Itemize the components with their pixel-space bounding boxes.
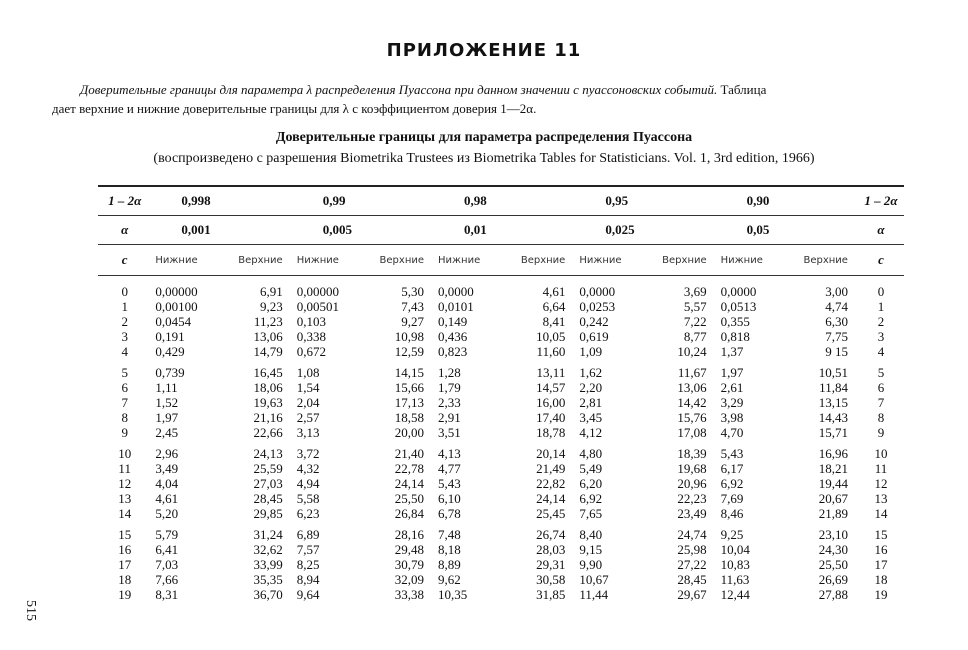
lower-bound: 1,79 bbox=[438, 380, 461, 395]
lower-bound: 1,28 bbox=[438, 365, 461, 380]
c-value-left: 11 bbox=[118, 461, 131, 476]
lower-bound: 9,62 bbox=[438, 572, 461, 587]
lower-bound: 8,40 bbox=[579, 527, 603, 542]
upper-bound: 19,63 bbox=[253, 395, 283, 410]
upper-bound: 25,59 bbox=[253, 461, 283, 476]
lower-bound: 6,10 bbox=[438, 491, 461, 506]
lower-bound: 0,818 bbox=[720, 329, 750, 344]
upper-bound: 8,77 bbox=[683, 329, 707, 344]
c-value-right: 8 bbox=[877, 410, 885, 425]
lower-bound: 7,65 bbox=[579, 506, 603, 521]
c-value-left: 12 bbox=[118, 476, 132, 491]
upper-bound: 24,13 bbox=[253, 446, 283, 461]
intro-line-2: дает верхние и нижние доверительные границы для λ с коэффициентом доверия 1—2α. bbox=[52, 101, 537, 116]
lower-bound: 0,00000 bbox=[155, 284, 198, 299]
upper-bound: 29,31 bbox=[536, 557, 566, 572]
lower-bound: 0,672 bbox=[296, 344, 326, 359]
upper-bound: 29,85 bbox=[253, 506, 283, 521]
c-value-left: 2 bbox=[121, 314, 128, 329]
lower-bound: 9,25 bbox=[720, 527, 744, 542]
upper-bound: 21,16 bbox=[253, 410, 283, 425]
lower-bound: 9,90 bbox=[579, 557, 603, 572]
upper-bound: 4,74 bbox=[825, 299, 848, 314]
lower-bound: 0,0253 bbox=[579, 299, 616, 314]
upper-bound: 3,69 bbox=[683, 284, 707, 299]
page-title: ПРИЛОЖЕНИЕ 11 bbox=[386, 40, 582, 61]
upper-bound: 6,64 bbox=[542, 299, 566, 314]
upper-bound: 18,78 bbox=[536, 425, 566, 440]
upper-bound: 29,48 bbox=[394, 542, 425, 557]
upper-bound: 4,61 bbox=[542, 284, 566, 299]
lower-bound: 4,13 bbox=[438, 446, 461, 461]
upper-bound: 22,66 bbox=[253, 425, 283, 440]
lower-bound: 4,80 bbox=[579, 446, 603, 461]
lower-bound: 7,48 bbox=[438, 527, 461, 542]
lower-bound: 6,78 bbox=[438, 506, 461, 521]
c-value-right: 16 bbox=[874, 542, 888, 557]
lower-bound: 7,57 bbox=[296, 542, 320, 557]
c-value-right: 1 bbox=[877, 299, 885, 314]
c-label-right: c bbox=[858, 245, 904, 276]
upper-bound: 13,06 bbox=[677, 380, 707, 395]
upper-bound: 31,85 bbox=[536, 587, 566, 602]
upper-bound: 15,71 bbox=[818, 425, 848, 440]
lower-bound: 0,355 bbox=[720, 314, 750, 329]
upper-bound: 22,78 bbox=[394, 461, 425, 476]
lower-bound: 4,04 bbox=[155, 476, 179, 491]
lower-bound: 1,54 bbox=[296, 380, 320, 395]
upper-bound: 10,05 bbox=[536, 329, 566, 344]
lower-bound: 6,41 bbox=[155, 542, 179, 557]
conf-level-row bbox=[98, 186, 904, 216]
conf-level: 0,90 bbox=[717, 186, 858, 216]
column-label-row bbox=[98, 245, 904, 276]
lower-bound: 10,83 bbox=[720, 557, 750, 572]
c-value-right: 9 bbox=[877, 425, 885, 440]
lower-label: Нижние bbox=[575, 245, 647, 276]
lower-bound: 12,44 bbox=[720, 587, 750, 602]
lower-bound: 1,97 bbox=[155, 410, 179, 425]
conf-level: 0,95 bbox=[575, 186, 716, 216]
table-row bbox=[98, 527, 904, 542]
lower-bound: 2,57 bbox=[296, 410, 320, 425]
upper-bound: 25,50 bbox=[394, 491, 425, 506]
lower-bound: 10,67 bbox=[579, 572, 609, 587]
c-value-left: 9 bbox=[121, 425, 128, 440]
lower-bound: 1,52 bbox=[155, 395, 179, 410]
c-value-left: 10 bbox=[118, 446, 132, 461]
lower-bound: 7,03 bbox=[155, 557, 179, 572]
upper-bound: 7,43 bbox=[401, 299, 425, 314]
upper-bound: 10,98 bbox=[394, 329, 425, 344]
upper-bound: 5,30 bbox=[401, 284, 425, 299]
lower-bound: 2,91 bbox=[438, 410, 461, 425]
upper-bound: 24,14 bbox=[394, 476, 425, 491]
lower-bound: 0,823 bbox=[438, 344, 468, 359]
upper-bound: 11,23 bbox=[253, 314, 283, 329]
table-row bbox=[98, 476, 904, 491]
upper-bound: 28,45 bbox=[253, 491, 283, 506]
lower-bound: 10,35 bbox=[438, 587, 468, 602]
lower-bound: 8,46 bbox=[720, 506, 744, 521]
c-value-left: 15 bbox=[118, 527, 132, 542]
conf-label-right: 1 – 2α bbox=[858, 186, 904, 216]
upper-bound: 28,45 bbox=[677, 572, 707, 587]
lower-bound: 8,25 bbox=[296, 557, 320, 572]
table-row bbox=[98, 284, 904, 299]
table-title: Доверительные границы для параметра распределения Пуассона bbox=[275, 130, 693, 145]
conf-level: 0,98 bbox=[434, 186, 575, 216]
upper-bound: 20,14 bbox=[536, 446, 566, 461]
lower-bound: 1,09 bbox=[579, 344, 603, 359]
alpha-value: 0,05 bbox=[717, 216, 858, 245]
table-row bbox=[98, 365, 904, 380]
upper-bound: 28,16 bbox=[394, 527, 425, 542]
lower-bound: 7,69 bbox=[720, 491, 744, 506]
upper-bound: 27,22 bbox=[677, 557, 707, 572]
conf-label-left: 1 – 2α bbox=[98, 186, 151, 216]
table-row bbox=[98, 314, 904, 329]
c-value-left: 6 bbox=[121, 380, 128, 395]
lower-bound: 3,29 bbox=[720, 395, 744, 410]
upper-bound: 35,35 bbox=[253, 572, 283, 587]
upper-bound: 24,30 bbox=[818, 542, 848, 557]
table-row bbox=[98, 491, 904, 506]
lower-bound: 0,619 bbox=[579, 329, 609, 344]
upper-bound: 11,60 bbox=[536, 344, 566, 359]
c-value-right: 14 bbox=[874, 506, 888, 521]
c-value-right: 17 bbox=[874, 557, 888, 572]
c-value-left: 7 bbox=[121, 395, 128, 410]
upper-bound: 5,57 bbox=[683, 299, 707, 314]
upper-label: Верхние bbox=[789, 245, 858, 276]
upper-bound: 32,09 bbox=[394, 572, 425, 587]
table-row bbox=[98, 506, 904, 521]
table-row bbox=[98, 395, 904, 410]
c-value-right: 4 bbox=[877, 344, 885, 359]
lower-bound: 2,96 bbox=[155, 446, 179, 461]
alpha-value: 0,01 bbox=[434, 216, 575, 245]
lower-bound: 4,77 bbox=[438, 461, 461, 476]
lower-bound: 0,00000 bbox=[296, 284, 339, 299]
lower-bound: 6,89 bbox=[296, 527, 320, 542]
upper-bound: 30,58 bbox=[536, 572, 566, 587]
upper-bound: 16,96 bbox=[818, 446, 848, 461]
c-value-left: 1 bbox=[121, 299, 128, 314]
lower-bound: 0,00501 bbox=[296, 299, 339, 314]
c-value-right: 2 bbox=[877, 314, 885, 329]
upper-bound: 33,38 bbox=[394, 587, 425, 602]
upper-bound: 28,03 bbox=[536, 542, 566, 557]
c-value-right: 18 bbox=[874, 572, 888, 587]
lower-bound: 3,49 bbox=[155, 461, 179, 476]
upper-bound: 20,96 bbox=[677, 476, 707, 491]
lower-bound: 11,44 bbox=[579, 587, 609, 602]
lower-bound: 0,0000 bbox=[438, 284, 474, 299]
upper-bound: 7,22 bbox=[683, 314, 707, 329]
upper-bound: 24,74 bbox=[677, 527, 707, 542]
c-value-left: 16 bbox=[118, 542, 132, 557]
upper-bound: 21,89 bbox=[818, 506, 848, 521]
upper-bound: 15,76 bbox=[677, 410, 707, 425]
lower-bound: 6,92 bbox=[720, 476, 744, 491]
lower-bound: 5,43 bbox=[720, 446, 744, 461]
lower-bound: 8,94 bbox=[296, 572, 320, 587]
conf-level: 0,99 bbox=[293, 186, 434, 216]
conf-level: 0,998 bbox=[151, 186, 292, 216]
c-value-left: 4 bbox=[121, 344, 128, 359]
c-value-left: 13 bbox=[118, 491, 132, 506]
lower-bound: 6,23 bbox=[296, 506, 320, 521]
c-label-left: c bbox=[98, 245, 151, 276]
lower-bound: 6,17 bbox=[720, 461, 744, 476]
upper-bound: 20,00 bbox=[394, 425, 425, 440]
upper-label: Верхние bbox=[365, 245, 434, 276]
upper-bound: 11,67 bbox=[677, 365, 707, 380]
lower-bound: 0,0101 bbox=[438, 299, 474, 314]
upper-bound: 16,00 bbox=[536, 395, 566, 410]
c-value-left: 0 bbox=[121, 284, 128, 299]
upper-bound: 14,43 bbox=[818, 410, 848, 425]
upper-bound: 15,66 bbox=[394, 380, 425, 395]
upper-bound: 23,10 bbox=[818, 527, 848, 542]
upper-bound: 19,68 bbox=[677, 461, 707, 476]
lower-bound: 2,33 bbox=[438, 395, 461, 410]
upper-bound: 9 15 bbox=[825, 344, 848, 359]
c-value-right: 3 bbox=[877, 329, 885, 344]
upper-bound: 14,79 bbox=[253, 344, 283, 359]
table-row bbox=[98, 542, 904, 557]
alpha-label-right: α bbox=[858, 216, 904, 245]
lower-bound: 0,429 bbox=[155, 344, 185, 359]
lower-bound: 0,149 bbox=[438, 314, 468, 329]
poisson-table bbox=[98, 185, 904, 602]
lower-bound: 4,12 bbox=[579, 425, 603, 440]
lower-bound: 0,0000 bbox=[720, 284, 757, 299]
upper-bound: 14,15 bbox=[394, 365, 425, 380]
c-value-left: 19 bbox=[118, 587, 132, 602]
upper-bound: 17,08 bbox=[677, 425, 707, 440]
upper-bound: 18,21 bbox=[818, 461, 848, 476]
table-row bbox=[98, 410, 904, 425]
lower-bound: 2,20 bbox=[579, 380, 603, 395]
c-value-right: 10 bbox=[874, 446, 888, 461]
upper-bound: 3,00 bbox=[825, 284, 848, 299]
upper-bound: 29,67 bbox=[677, 587, 707, 602]
upper-bound: 13,06 bbox=[253, 329, 283, 344]
upper-bound: 13,15 bbox=[818, 395, 848, 410]
lower-bound: 0,338 bbox=[296, 329, 326, 344]
upper-bound: 32,62 bbox=[253, 542, 283, 557]
upper-bound: 20,67 bbox=[818, 491, 848, 506]
lower-bound: 5,58 bbox=[296, 491, 320, 506]
upper-bound: 26,74 bbox=[536, 527, 566, 542]
lower-bound: 6,92 bbox=[579, 491, 603, 506]
lower-bound: 4,61 bbox=[155, 491, 179, 506]
lower-bound: 3,98 bbox=[720, 410, 744, 425]
upper-bound: 18,06 bbox=[253, 380, 283, 395]
alpha-row bbox=[98, 216, 904, 245]
table-row bbox=[98, 329, 904, 344]
intro-line-1-rest: Таблица bbox=[717, 82, 767, 97]
table-row bbox=[98, 425, 904, 440]
c-value-left: 14 bbox=[118, 506, 132, 521]
upper-bound: 16,45 bbox=[253, 365, 283, 380]
upper-bound: 10,51 bbox=[818, 365, 848, 380]
lower-bound: 6,20 bbox=[579, 476, 603, 491]
lower-bound: 1,08 bbox=[296, 365, 320, 380]
c-value-right: 19 bbox=[874, 587, 888, 602]
lower-bound: 0,0513 bbox=[720, 299, 757, 314]
lower-bound: 1,62 bbox=[579, 365, 603, 380]
lower-bound: 0,0000 bbox=[579, 284, 616, 299]
upper-bound: 17,13 bbox=[394, 395, 425, 410]
lower-bound: 3,45 bbox=[579, 410, 603, 425]
lower-bound: 9,15 bbox=[579, 542, 603, 557]
c-value-left: 3 bbox=[121, 329, 128, 344]
lower-bound: 5,79 bbox=[155, 527, 179, 542]
lower-bound: 2,45 bbox=[155, 425, 179, 440]
upper-bound: 30,79 bbox=[394, 557, 425, 572]
upper-bound: 36,70 bbox=[253, 587, 283, 602]
lower-bound: 9,64 bbox=[296, 587, 320, 602]
lower-bound: 0,0454 bbox=[155, 314, 192, 329]
alpha-value: 0,005 bbox=[293, 216, 434, 245]
c-value-right: 13 bbox=[874, 491, 888, 506]
upper-bound: 8,41 bbox=[542, 314, 566, 329]
lower-bound: 0,242 bbox=[579, 314, 609, 329]
upper-bound: 25,98 bbox=[677, 542, 707, 557]
upper-bound: 26,69 bbox=[818, 572, 848, 587]
alpha-value: 0,001 bbox=[151, 216, 292, 245]
lower-bound: 3,72 bbox=[296, 446, 320, 461]
upper-bound: 7,75 bbox=[825, 329, 848, 344]
lower-bound: 5,49 bbox=[579, 461, 603, 476]
lower-bound: 5,43 bbox=[438, 476, 461, 491]
upper-bound: 27,88 bbox=[818, 587, 848, 602]
upper-bound: 14,42 bbox=[677, 395, 707, 410]
lower-bound: 8,31 bbox=[155, 587, 179, 602]
table-row bbox=[98, 587, 904, 602]
upper-bound: 10,24 bbox=[677, 344, 707, 359]
lower-bound: 11,63 bbox=[720, 572, 750, 587]
upper-bound: 22,82 bbox=[536, 476, 566, 491]
lower-bound: 8,89 bbox=[438, 557, 461, 572]
c-value-left: 8 bbox=[121, 410, 128, 425]
intro-italic: Доверительные границы для параметра λ распределения Пуассона при данном значении c пуассоновских событий. bbox=[80, 82, 718, 97]
alpha-label-left: α bbox=[98, 216, 151, 245]
upper-bound: 23,49 bbox=[677, 506, 707, 521]
upper-bound: 6,91 bbox=[259, 284, 283, 299]
c-value-right: 15 bbox=[874, 527, 888, 542]
c-value-right: 7 bbox=[877, 395, 885, 410]
lower-bound: 5,20 bbox=[155, 506, 179, 521]
lower-label: Нижние bbox=[434, 245, 506, 276]
lower-bound: 0,191 bbox=[155, 329, 185, 344]
upper-bound: 18,58 bbox=[394, 410, 425, 425]
upper-bound: 18,39 bbox=[677, 446, 707, 461]
table-row bbox=[98, 572, 904, 587]
lower-bound: 1,97 bbox=[720, 365, 744, 380]
lower-bound: 4,32 bbox=[296, 461, 320, 476]
lower-bound: 3,13 bbox=[296, 425, 320, 440]
source-note: (воспроизведено с разрешения Biometrika Trustees из Biometrika Tables for Statisticians. Vol. 1, 3rd edition, 1966) bbox=[153, 151, 815, 166]
lower-bound: 0,00100 bbox=[155, 299, 198, 314]
upper-bound: 12,59 bbox=[394, 344, 425, 359]
lower-label: Нижние bbox=[151, 245, 223, 276]
upper-bound: 21,40 bbox=[394, 446, 425, 461]
upper-bound: 24,14 bbox=[536, 491, 566, 506]
lower-bound: 10,04 bbox=[720, 542, 750, 557]
upper-bound: 13,11 bbox=[536, 365, 566, 380]
upper-bound: 22,23 bbox=[677, 491, 707, 506]
lower-bound: 1,37 bbox=[720, 344, 744, 359]
c-value-left: 17 bbox=[118, 557, 132, 572]
upper-bound: 14,57 bbox=[536, 380, 566, 395]
upper-bound: 6,30 bbox=[825, 314, 848, 329]
lower-label: Нижние bbox=[293, 245, 365, 276]
upper-label: Верхние bbox=[224, 245, 293, 276]
lower-bound: 1,11 bbox=[155, 380, 178, 395]
lower-bound: 0,739 bbox=[155, 365, 185, 380]
table-row bbox=[98, 299, 904, 314]
intro-line-1 bbox=[52, 80, 932, 99]
upper-bound: 25,50 bbox=[818, 557, 848, 572]
upper-bound: 27,03 bbox=[253, 476, 283, 491]
lower-bound: 2,81 bbox=[579, 395, 603, 410]
c-value-right: 12 bbox=[874, 476, 888, 491]
lower-bound: 7,66 bbox=[155, 572, 179, 587]
lower-bound: 4,70 bbox=[720, 425, 744, 440]
c-value-right: 11 bbox=[874, 461, 888, 476]
upper-bound: 19,44 bbox=[818, 476, 848, 491]
upper-bound: 21,49 bbox=[536, 461, 566, 476]
c-value-right: 0 bbox=[877, 284, 885, 299]
page-number: 515 bbox=[23, 600, 38, 621]
table-row bbox=[98, 461, 904, 476]
upper-bound: 9,27 bbox=[401, 314, 425, 329]
lower-bound: 4,94 bbox=[296, 476, 320, 491]
c-value-right: 6 bbox=[877, 380, 885, 395]
lower-label: Нижние bbox=[717, 245, 789, 276]
upper-bound: 33,99 bbox=[253, 557, 283, 572]
lower-bound: 2,04 bbox=[296, 395, 320, 410]
upper-bound: 9,23 bbox=[259, 299, 283, 314]
upper-label: Верхние bbox=[506, 245, 575, 276]
table-row bbox=[98, 446, 904, 461]
upper-bound: 25,45 bbox=[536, 506, 566, 521]
lower-bound: 0,436 bbox=[438, 329, 468, 344]
lower-bound: 0,103 bbox=[296, 314, 326, 329]
upper-bound: 17,40 bbox=[536, 410, 566, 425]
intro-text bbox=[52, 80, 932, 118]
c-value-left: 18 bbox=[118, 572, 132, 587]
c-value-right: 5 bbox=[877, 365, 885, 380]
alpha-value: 0,025 bbox=[575, 216, 716, 245]
lower-bound: 3,51 bbox=[438, 425, 461, 440]
upper-bound: 26,84 bbox=[394, 506, 425, 521]
lower-bound: 8,18 bbox=[438, 542, 461, 557]
upper-label: Верхние bbox=[648, 245, 717, 276]
upper-bound: 31,24 bbox=[253, 527, 283, 542]
upper-bound: 11,84 bbox=[819, 380, 848, 395]
table-row bbox=[98, 380, 904, 395]
c-value-left: 5 bbox=[121, 365, 128, 380]
table-row bbox=[98, 344, 904, 359]
table-row bbox=[98, 557, 904, 572]
lower-bound: 2,61 bbox=[720, 380, 744, 395]
